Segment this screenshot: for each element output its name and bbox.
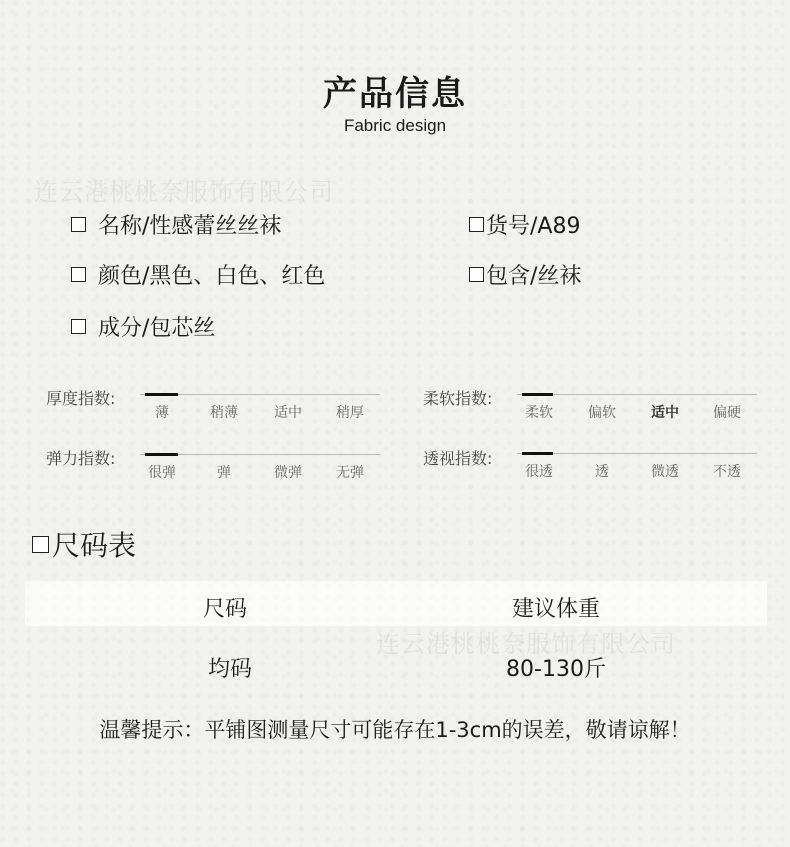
elasticity-tick: 无弹 [336,465,364,481]
page-subtitle: Fabric design [343,116,447,135]
page-title: 产品信息 [323,74,467,114]
info-includes [469,259,581,290]
transparency-tick: 很透 [525,464,553,480]
transparency-index-marker [522,452,553,455]
watermark: 连云港桃桃奈服饰有限公司 [376,630,676,658]
info-name-text: 名称/性感蕾丝丝袜 [98,214,282,239]
softness-tick: 适中 [651,405,679,421]
size-table-title: 尺码表 [52,529,137,562]
size-table-heading [32,524,136,564]
softness-index-label: 柔软指数: [423,389,493,408]
checkbox-icon [71,267,86,282]
size-table-header-cell: 尺码 [202,597,247,622]
thickness-index-label: 厚度指数: [46,389,116,408]
transparency-tick: 不透 [713,464,741,480]
size-table-cell: 80-130斤 [506,657,606,682]
softness-index-marker [522,393,553,396]
info-includes-text: 包含/丝袜 [486,264,582,289]
transparency-tick: 透 [595,464,609,480]
thickness-tick: 稍薄 [210,405,238,421]
info-item-no [469,209,580,240]
checkbox-icon [469,267,484,282]
checkbox-icon [71,319,86,334]
thickness-tick: 薄 [155,405,169,421]
transparency-tick: 微透 [651,464,679,480]
checkbox-icon [469,217,484,232]
info-name [71,209,281,240]
watermark: 连云港桃桃奈服饰有限公司 [34,178,334,206]
transparency-index-track [517,453,757,454]
transparency-index-label: 透视指数: [423,449,493,468]
checkbox-icon [71,217,86,232]
elasticity-index-marker [145,453,178,456]
size-table-cell: 均码 [207,657,252,682]
elasticity-tick: 弹 [217,465,231,481]
softness-tick: 偏软 [588,405,616,421]
softness-tick: 偏硬 [713,405,741,421]
elasticity-index-label: 弹力指数: [46,449,116,468]
checkbox-icon [32,536,49,553]
thickness-tick: 稍厚 [336,405,364,421]
info-material-text: 成分/包芯丝 [98,316,216,341]
thickness-tick: 适中 [274,405,302,421]
measurement-note: 温馨提示：平铺图测量尺寸可能存在1-3cm的误差，敬请谅解！ [99,718,691,742]
softness-tick: 柔软 [525,405,553,421]
size-table-header-cell: 建议体重 [511,597,600,622]
elasticity-tick: 很弹 [148,465,176,481]
info-material [71,311,215,342]
elasticity-tick: 微弹 [274,465,302,481]
thickness-index-marker [145,393,178,396]
info-color [71,259,325,290]
softness-index-track [517,394,757,395]
info-color-text: 颜色/黑色、白色、红色 [98,264,326,289]
info-item-no-text: 货号/A89 [486,214,581,239]
